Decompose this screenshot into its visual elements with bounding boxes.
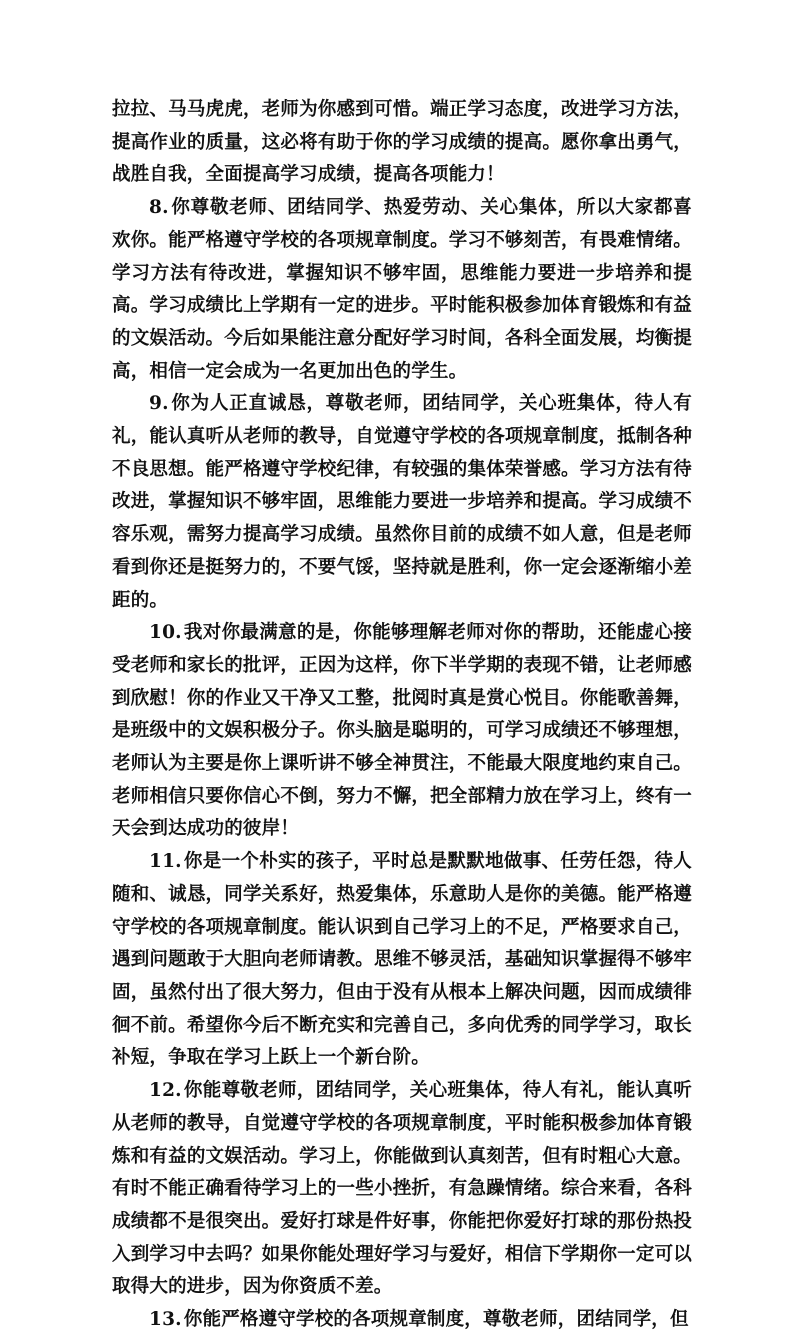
- paragraph-11: [112, 846, 692, 1075]
- paragraph-number: 9.: [149, 393, 169, 415]
- paragraph-text: 你尊敬老师、团结同学、热爱劳动、关心集体，所以大家都喜欢你。能严格遵守学校的各项规章制度。学习不够刻苦，有畏难情绪。学习方法有待改进，掌握知识不够牢固，思维能力要进一步培养和提高。学习成绩比上学期有一定的进步。平时能积极参加体育锻炼和有益的文娱活动。今后如果能注意分配好学习时间，各科全面发展，均衡提高，相信一定会成为一名更加出色的学生。: [112, 197, 692, 382]
- paragraph-text: 你能尊敬老师，团结同学，关心班集体，待人有礼，能认真听从老师的教导，自觉遵守学校的各项规章制度，平时能积极参加体育锻炼和有益的文娱活动。学习上，你能做到认真刻苦，但有时粗心大意。有时不能正确看待学习上的一些小挫折，有急躁情绪。综合来看，各科成绩都不是很突出。爱好打球是件好事，你能把你爱好打球的那份热投入到学习中去吗？如果你能处理好学习与爱好，相信下学期你一定可以取得大的进步，因为你资质不差。: [112, 1080, 692, 1298]
- paragraph-number: 10.: [149, 622, 182, 644]
- paragraph-text: 我对你最满意的是，你能够理解老师对你的帮助，还能虚心接受老师和家长的批评，正因为这样，你下半学期的表现不错，让老师感到欣慰！你的作业又干净又工整，批阅时真是赏心悦目。你能歌善舞，是班级中的文娱积极分子。你头脑是聪明的，可学习成绩还不够理想，老师认为主要是你上课听讲不够全神贯注，不能最大限度地约束自己。老师相信只要你信心不倒，努力不懈，把全部精力放在学习上，终有一天会到达成功的彼岸！: [112, 622, 692, 840]
- paragraph-text: 你能严格遵守学校的各项规章制度，尊敬老师，团结同学，但: [183, 1309, 689, 1331]
- paragraph-text: 你是一个朴实的孩子，平时总是默默地做事、任劳任怨，待人随和、诚恳，同学关系好，热爱集体，乐意助人是你的美德。能严格遵守学校的各项规章制度。能认识到自己学习上的不足，严格要求自己，遇到问题敢于大胆向老师请教。思维不够灵活，基础知识掌握得不够牢固，虽然付出了很大努力，但由于没有从根本上解决问题，因而成绩徘徊不前。希望你今后不断充实和完善自己，多向优秀的同学学习，取长补短，争取在学习上跃上一个新台阶。: [112, 851, 692, 1069]
- paragraph-13: [112, 1304, 692, 1337]
- paragraph-number: 11.: [149, 851, 182, 873]
- paragraph-12: [112, 1075, 692, 1304]
- paragraph-number: 12.: [149, 1080, 182, 1102]
- paragraph-text: 拉拉、马马虎虎，老师为你感到可惜。端正学习态度，改进学习方法，提高作业的质量，这必将有助于你的学习成绩的提高。愿你拿出勇气，战胜自我，全面提高学习成绩，提高各项能力！: [112, 99, 692, 186]
- paragraph-text: 你为人正直诚恳，尊敬老师，团结同学，关心班集体，待人有礼，能认真听从老师的教导，自觉遵守学校的各项规章制度，抵制各种不良思想。能严格遵守学校纪律，有较强的集体荣誉感。学习方法有待改进，掌握知识不够牢固，思维能力要进一步培养和提高。学习成绩不容乐观，需努力提高学习成绩。虽然你目前的成绩不如人意，但是老师看到你还是挺努力的，不要气馁，坚持就是胜利，你一定会逐渐缩小差距的。: [112, 393, 692, 611]
- paragraph-0: [112, 94, 692, 192]
- paragraph-number: 13.: [149, 1309, 182, 1331]
- paragraph-number: 8.: [149, 197, 169, 219]
- paragraph-9: [112, 388, 692, 617]
- paragraph-10: [112, 617, 692, 846]
- paragraph-8: [112, 192, 692, 388]
